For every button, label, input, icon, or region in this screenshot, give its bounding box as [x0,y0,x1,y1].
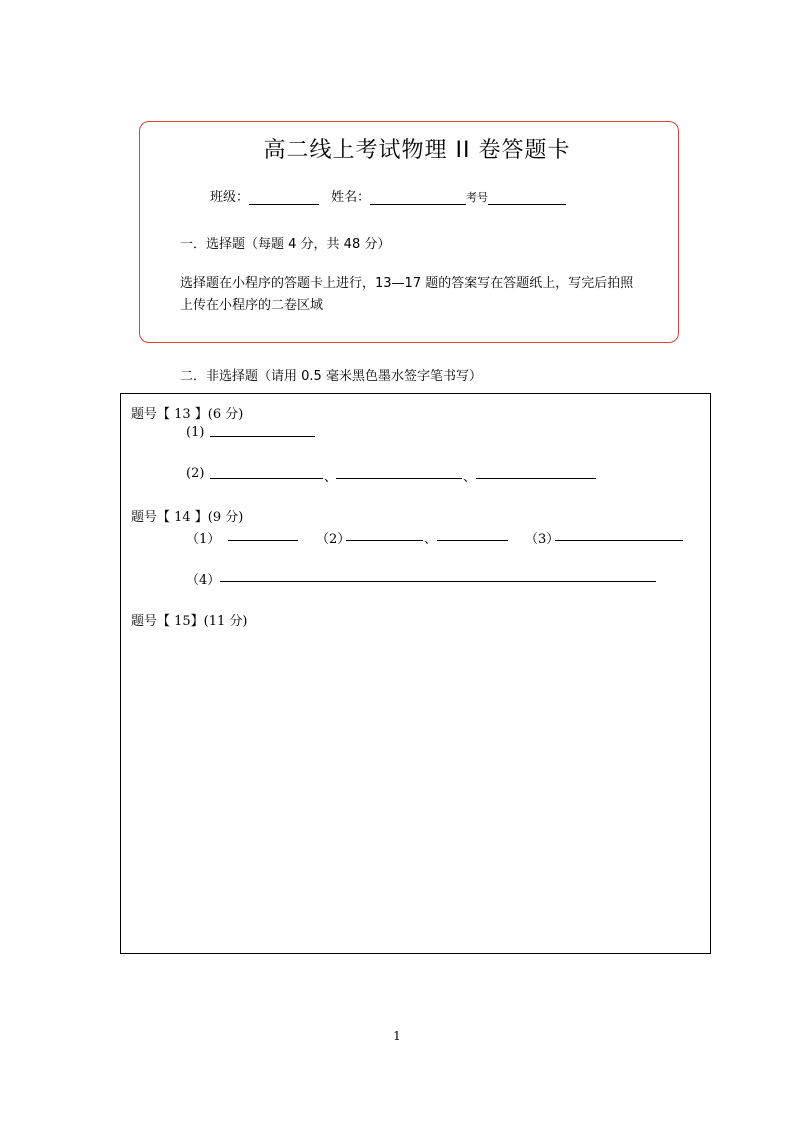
q13-part2-answer-line-c[interactable] [476,478,596,479]
q14-part1-answer-line[interactable] [228,540,298,541]
q14-part2-label: （2） [316,532,351,547]
q14-sep: 、 [424,532,438,547]
page-title: 高二线上考试物理 II 卷答题卡 [263,138,571,163]
note-line-1: 选择题在小程序的答题卡上进行，13—17 题的答案写在答题纸上，写完后拍照 [180,276,634,291]
q14-part2-answer-line-b[interactable] [437,540,508,541]
section-1-note [180,273,665,317]
q13-sep-1: 、 [324,470,338,485]
q14-part3-label: （3） [525,532,560,547]
q14-part3-answer-line[interactable] [555,540,683,541]
q13-part2-answer-line-a[interactable] [210,478,323,479]
q13-part1-answer-line[interactable] [210,436,315,437]
q13-part2-label: (2) [186,466,205,481]
student-info-row [210,186,566,205]
q13-label: 题号【 13 】(6 分) [131,407,244,422]
q15-answer-area[interactable] [130,632,700,944]
q14-part4-answer-line[interactable] [220,581,656,582]
q15-label: 题号【 15】(11 分) [131,614,248,629]
section-1-heading: 一．选择题（每题 4 分，共 48 分） [180,237,391,252]
q14-part1-label: （1） [186,532,221,547]
q13-sep-2: 、 [463,470,477,485]
name-field[interactable] [370,190,466,205]
q13-part2-answer-line-b[interactable] [336,478,462,479]
q14-part4-label: （4） [186,573,221,588]
exam-no-label: 考号 [466,191,489,204]
exam-no-field[interactable] [488,190,566,205]
q14-part2-answer-line-a[interactable] [346,540,423,541]
name-label: 姓名： [331,190,371,205]
page-number: 1 [393,1029,401,1043]
section-2-heading: 二．非选择题（请用 0.5 毫米黑色墨水签字笔书写） [180,369,482,384]
class-field[interactable] [249,190,319,205]
q13-part1-label: (1) [186,425,205,440]
q14-label: 题号【 14 】(9 分) [131,510,244,525]
note-line-2: 上传在小程序的二卷区域 [180,298,324,313]
class-label: 班级： [210,190,250,205]
